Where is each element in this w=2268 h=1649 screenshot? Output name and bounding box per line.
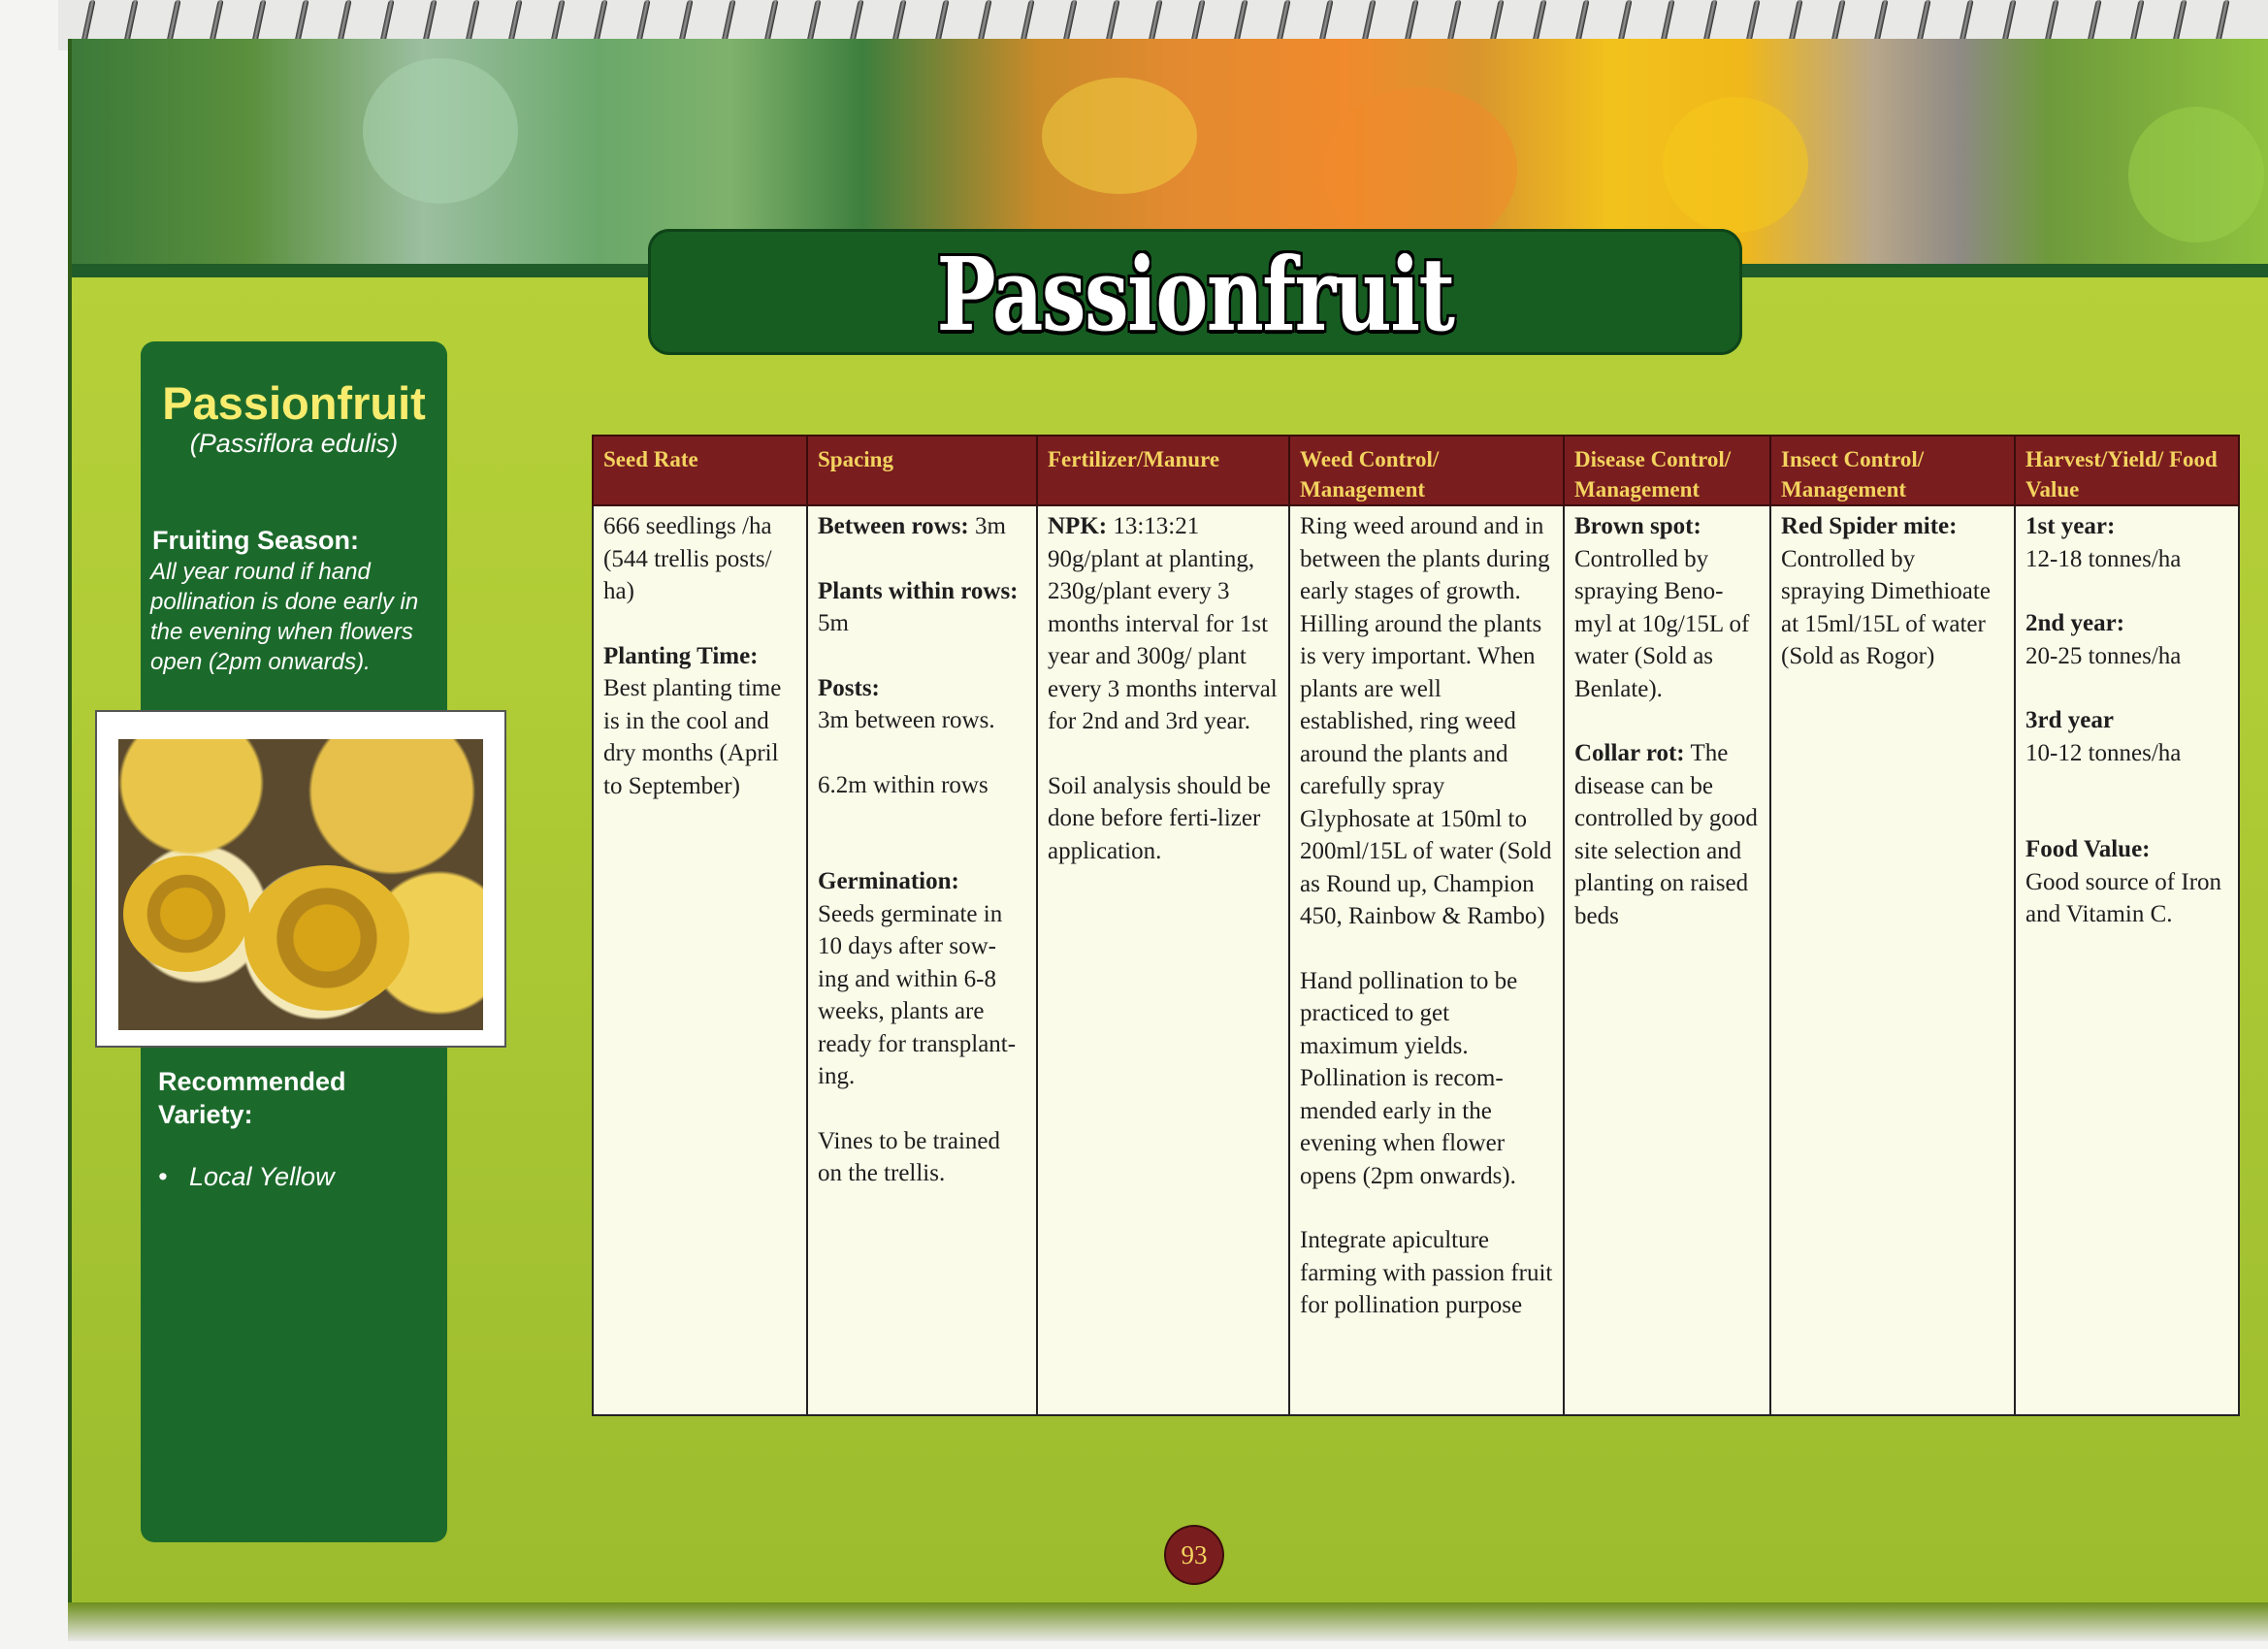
header-insect-control: Insect Control/ Management [1770,436,2015,505]
page-number: 93 [1166,1527,1222,1583]
binding-ring [1148,0,1162,43]
binding-ring [593,0,607,43]
red-spider-mite-text: Controlled by spraying Dimethioate at 15ml/15L of water (Sold as Rogor) [1781,545,1991,669]
binding-ring [1660,0,1674,43]
crop-info-table [592,435,2240,1416]
binding-ring [1190,0,1205,43]
posts-value-rows: 3m between rows. [818,707,995,733]
binding-ring [294,0,308,43]
collar-rot-text: The disease can be controlled by good site selection and planting on raised beds [1574,740,1758,929]
binding-ring [1446,0,1461,43]
binding-ring [550,0,565,43]
table-header-row [593,436,2239,505]
binding-ring [1233,0,1247,43]
header-fertilizer: Fertilizer/Manure [1037,436,1289,505]
food-value-text: Good source of Iron and Vitamin C. [2025,868,2222,927]
binding-ring [1532,0,1546,43]
binding-ring [1276,0,1290,43]
seed-rate-text: 666 seedlings /ha (544 trellis posts/ ha) [603,513,772,604]
binding-ring [81,0,95,43]
header-weed-control: Weed Control/ Management [1289,436,1564,505]
cell-fertilizer [1037,505,1289,1415]
brown-spot-text: Controlled by spraying Beno-myl at 10g/15L of water (Sold as Benlate). [1574,545,1750,702]
npk-text: 13:13:21 90g/plant at planting, 230g/plant every 3 months interval for 1st year and 300g/ plant every 3 months interval for 2nd and 3rd year. [1048,513,1278,734]
weed-paragraph-1: Ring weed around and in between the plants during early stages of growth. Hilling around the plants is very important. When plants are well established, ring weed around the plants and carefully spray Glyphosate at 150ml to 200ml/15L of water (Sold as Round up, Champion 450, Rainbow & Rambo) [1300,513,1552,929]
binding-ring [1702,0,1717,43]
binding-ring [507,0,522,43]
binding-ring [209,0,223,43]
binding-ring [1745,0,1760,43]
table-row [593,505,2239,1415]
fruit-photo-frame [95,710,506,1048]
brown-spot-label: Brown spot: [1574,513,1701,539]
crop-name: Passionfruit [162,377,426,429]
npk-label: NPK: [1048,513,1108,539]
binding-ring [422,0,437,43]
red-spider-mite-label: Red Spider mite: [1781,513,1958,539]
binding-ring [763,0,778,43]
binding-ring [1489,0,1504,43]
cell-spacing [807,505,1037,1415]
binding-ring [465,0,479,43]
binding-ring [678,0,693,43]
binding-ring [1959,0,1973,43]
weed-paragraph-2: Hand pollination to be practiced to get maximum yields. Pollination is recom-mended early in the evening when flower opens (2pm onwards). [1300,967,1518,1189]
germination-label: Germination: [818,868,959,894]
binding-ring [1361,0,1376,43]
year1-value: 12-18 tonnes/ha [2025,545,2182,572]
page-edge [68,1602,2268,1641]
binding-ring [1916,0,1930,43]
binding-ring [2129,0,2144,43]
binding-ring [721,0,735,43]
binding-ring [379,0,394,43]
cell-insect-control [1770,505,2015,1415]
binding-ring [1831,0,1845,43]
binding-ring [1617,0,1632,43]
binding-ring [123,0,138,43]
food-value-label: Food Value: [2025,836,2151,862]
binding-ring [806,0,821,43]
binding-ring [977,0,991,43]
weed-paragraph-3: Integrate apiculture farming with passion fruit for pollination purpose [1300,1227,1553,1318]
cell-weed-control [1289,505,1564,1415]
header-harvest: Harvest/Yield/ Food Value [2015,436,2239,505]
binding-ring [2044,0,2058,43]
year2-label: 2nd year: [2025,610,2125,636]
binding-ring [1105,0,1119,43]
binding-ring [1873,0,1888,43]
binding-ring [1318,0,1333,43]
year3-label: 3rd year [2025,707,2114,733]
fruiting-season-heading: Fruiting Season: [152,526,360,555]
title-plate [648,229,1742,355]
collar-rot-label: Collar rot: [1574,740,1685,766]
fruiting-season-text: All year round if hand pollination is done early in the evening when flowers open (2pm onwards). [150,559,419,675]
posts-value-within: 6.2m within rows [818,771,988,798]
variety-list-item: • Local Yellow [158,1162,335,1191]
binding-ring [166,0,180,43]
binding-ring [934,0,949,43]
header-spacing: Spacing [807,436,1037,505]
passionfruit-photo [118,739,483,1030]
scientific-name: (Passiflora edulis) [189,429,399,458]
binding-ring [2172,0,2187,43]
variety-name: Local Yellow [188,1162,335,1191]
year1-label: 1st year: [2025,513,2116,539]
within-rows-label: Plants within rows: [818,577,1019,604]
between-rows-value: 3m [975,513,1006,539]
binding-ring [2087,0,2101,43]
germination-text: Seeds germinate in 10 days after sow-ing and within 6-8 weeks, plants are ready for transplant-ing. [818,900,1017,1089]
binding-ring [891,0,906,43]
planting-time-label: Planting Time: [603,642,759,669]
header-disease-control: Disease Control/ Management [1564,436,1770,505]
binding-ring [849,0,863,43]
cell-disease-control [1564,505,1770,1415]
binding-ring [1788,0,1802,43]
binding-ring [337,0,351,43]
binding-ring [1062,0,1077,43]
planting-time-text: Best planting time is in the cool and dry months (April to September) [603,675,782,799]
binding-ring [1574,0,1589,43]
year3-value: 10-12 tonnes/ha [2025,739,2182,766]
recommended-variety-heading: Recommended Variety: [158,1067,346,1129]
binding-ring [2215,0,2229,43]
page-title: Passionfruit [936,235,1454,354]
between-rows-label: Between rows: [818,513,969,539]
binding-ring [251,0,266,43]
within-rows-value: 5m [818,610,849,636]
year2-value: 20-25 tonnes/ha [2025,642,2182,669]
cell-harvest [2015,505,2239,1415]
posts-label: Posts: [818,674,880,701]
binding-ring [1020,0,1034,43]
header-seed-rate: Seed Rate [593,436,807,505]
soil-analysis-text: Soil analysis should be done before ferti-lizer application. [1048,772,1271,864]
vines-text: Vines to be trained on the trellis. [818,1127,1001,1186]
binding-ring [635,0,650,43]
binding-ring [2001,0,2016,43]
cell-seed-rate [593,505,807,1415]
binding-ring [1404,0,1418,43]
